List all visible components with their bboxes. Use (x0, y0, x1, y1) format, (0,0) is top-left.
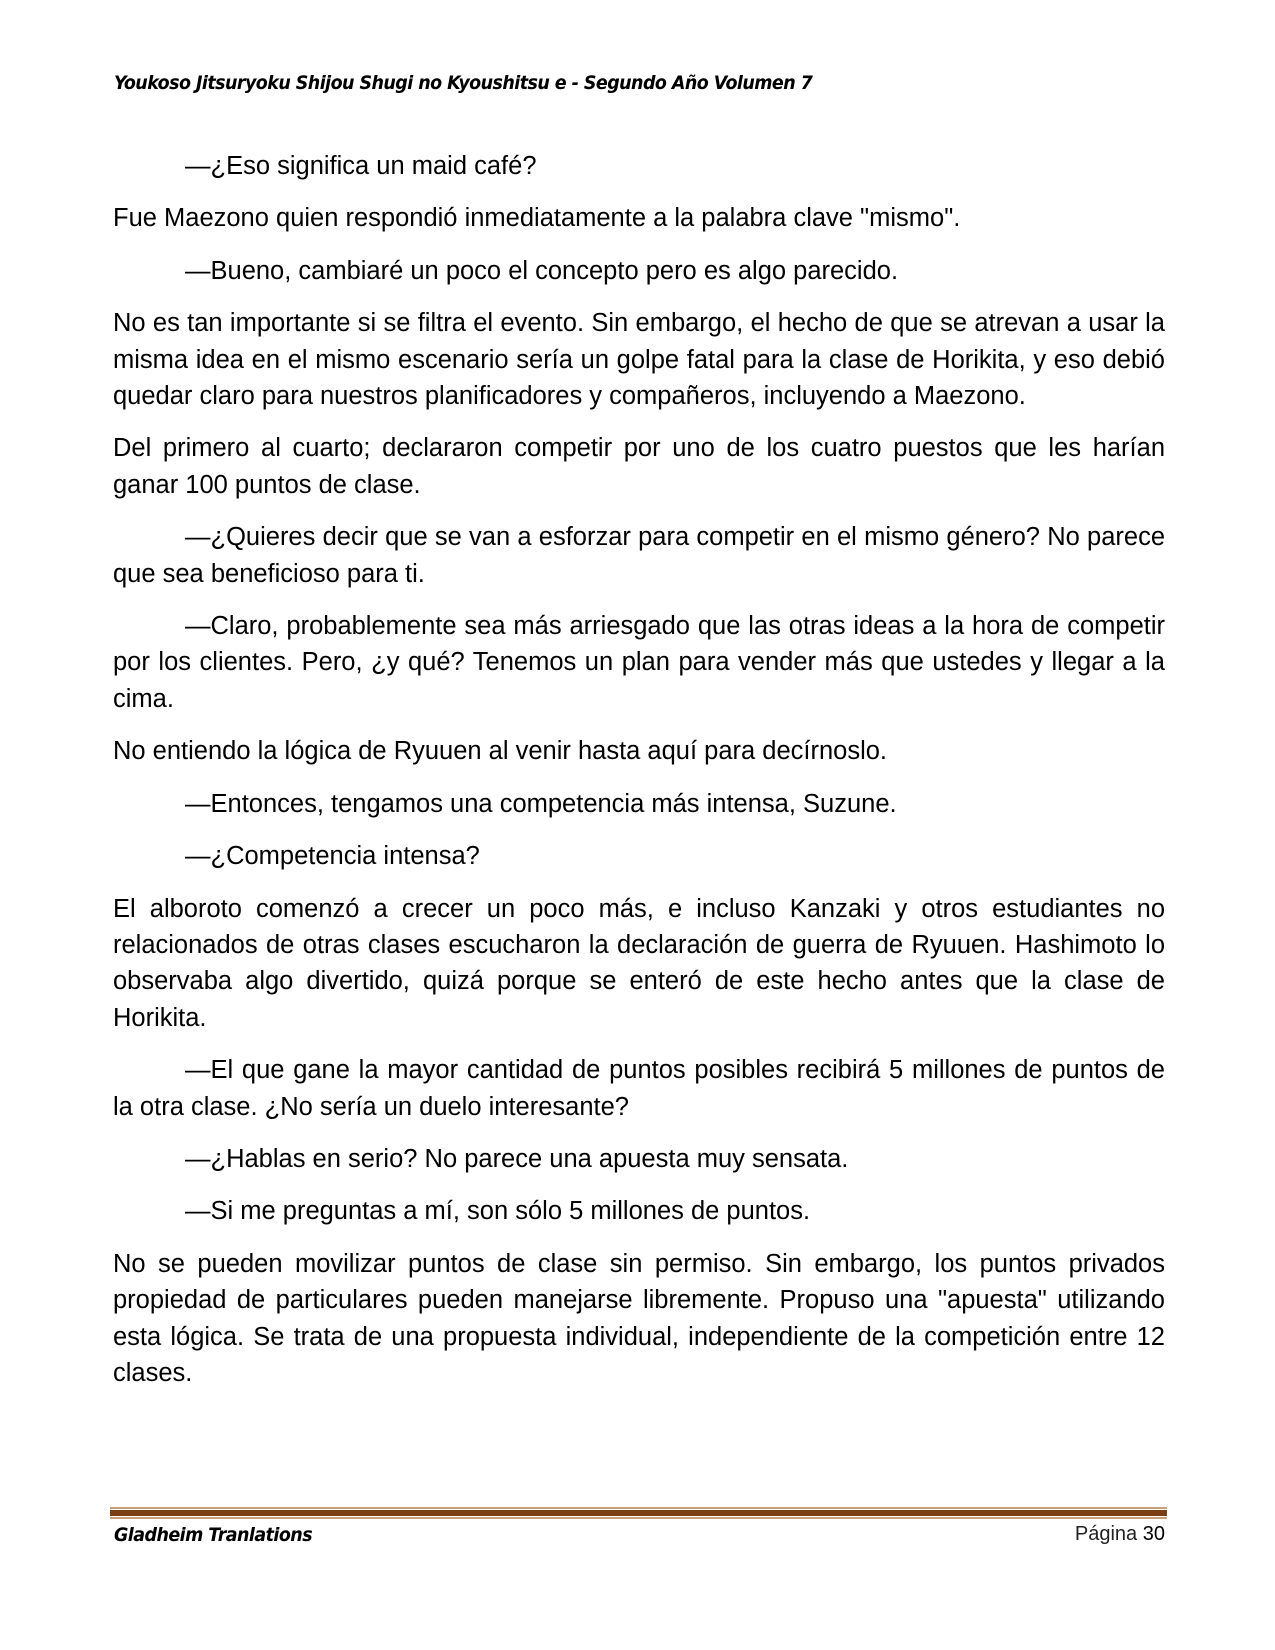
paragraph-dialogue: —Bueno, cambiaré un poco el concepto pero es algo parecido. (185, 256, 899, 285)
paragraph-narration: El alboroto comenzó a crecer un poco más, e incluso Kanzaki y otros estudiantes no relacionados de otras clases escucharon la declaración de guerra de Ryuuen. Hashimoto lo observaba algo divertido, quizá porque se enteró de este hecho antes que la clase de Horikita. (113, 894, 1165, 1032)
paragraph-dialogue: —Claro, probablemente sea más arriesgado que las otras ideas a la hora de competir por los clientes. Pero, ¿y qué? Tenemos un plan para vender más que ustedes y llegar a la cima. (113, 612, 1165, 713)
paragraph-narration: Fue Maezono quien respondió inmediatamente a la palabra clave "mismo". (113, 204, 961, 233)
paragraph-dialogue: —Si me preguntas a mí, son sólo 5 millones de puntos. (185, 1197, 811, 1226)
running-header: Youkoso Jitsuryoku Shijou Shugi no Kyoushitsu e - Segundo Año Volumen 7 (114, 72, 813, 94)
page-body (113, 148, 1165, 1407)
footer-publisher: Gladheim Tranlations (114, 1524, 313, 1546)
paragraph-dialogue: —¿Hablas en serio? No parece una apuesta muy sensata. (185, 1144, 849, 1173)
paragraph-dialogue: —¿Competencia intensa? (185, 842, 480, 871)
paragraph-dialogue: —¿Eso significa un maid café? (185, 152, 537, 180)
paragraph-narration: Del primero al cuarto; declararon competir por uno de los cuatro puestos que les harían ganar 100 puntos de clase. (113, 434, 1165, 499)
paragraph-narration: No se pueden movilizar puntos de clase sin permiso. Sin embargo, los puntos privados propiedad de particulares pueden manejarse libremente. Propuso una "apuesta" utilizando esta lógica. Se trata de una propuesta individual, independiente de la competición entre 12 clases. (113, 1249, 1165, 1387)
paragraph-dialogue: —¿Quieres decir que se van a esforzar para competir en el mismo género? No parece que sea beneficioso para ti. (113, 523, 1165, 588)
footer-rule (110, 1507, 1167, 1519)
paragraph-narration: No es tan importante si se filtra el evento. Sin embargo, el hecho de que se atrevan a usar la misma idea en el mismo escenario sería un golpe fatal para la clase de Horikita, y eso debió quedar claro para nuestros planificadores y compañeros, incluyendo a Maezono. (113, 309, 1165, 411)
paragraph-narration: No entiendo la lógica de Ryuuen al venir hasta aquí para decírnoslo. (113, 737, 888, 766)
paragraph-dialogue: —El que gane la mayor cantidad de puntos posibles recibirá 5 millones de puntos de la otra clase. ¿No sería un duelo interesante? (113, 1056, 1165, 1121)
footer-rule-thin-top (110, 1507, 1167, 1509)
footer-rule-thin-bottom (110, 1517, 1167, 1519)
footer-rule-thick (110, 1510, 1167, 1516)
footer-page-number (1075, 1523, 1165, 1546)
page-number: 30 (1142, 1523, 1165, 1545)
page-label: Página (1074, 1523, 1138, 1545)
paragraph-dialogue: —Entonces, tengamos una competencia más intensa, Suzune. (185, 789, 897, 818)
